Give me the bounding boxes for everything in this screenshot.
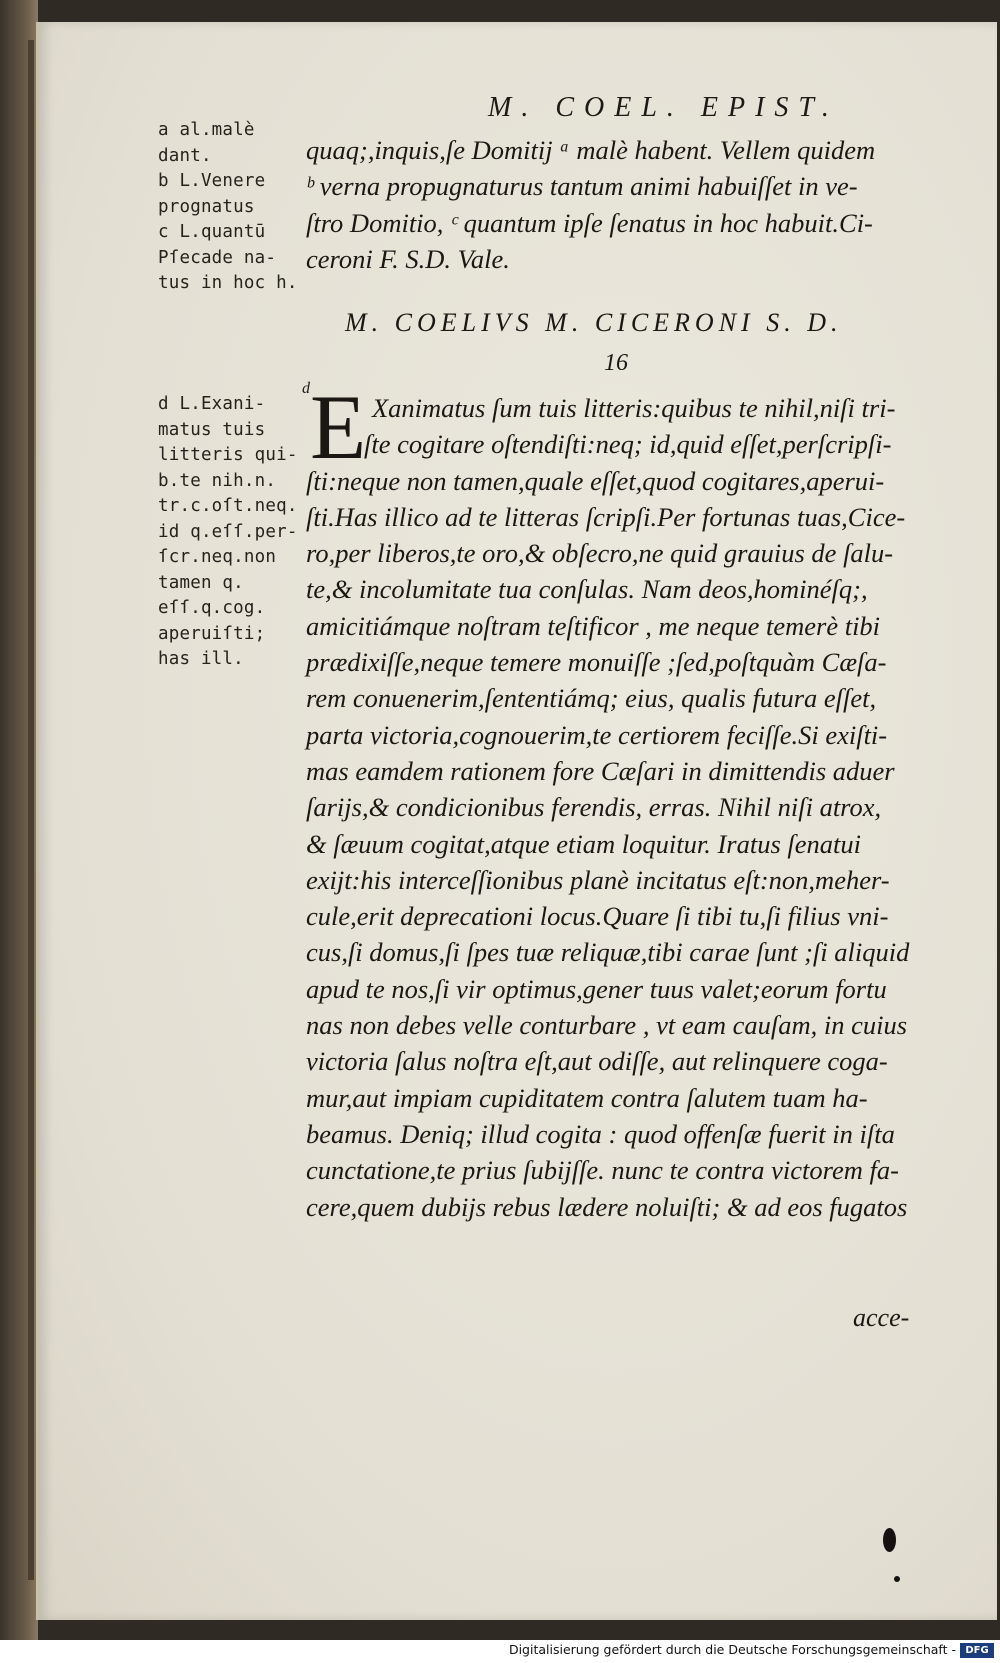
marginal-note-line: id q.eſſ.per-: [158, 521, 298, 542]
text-line: Xanimatus ſum tuis litteris:quibus te nihil,niſi tri-: [372, 393, 896, 423]
marginal-note-line: d L.Exani-: [158, 394, 266, 414]
text-line: quaq;,inquis,ſe Domitij ᵃ malè habent. Vellem quidem: [306, 135, 876, 165]
marginal-notes-bottom: [158, 392, 298, 673]
opening-text: [306, 132, 956, 277]
letter-body: [306, 390, 956, 1225]
text-line: ſte cogitare oſtendiſti:neq; id,quid eſſet,perſcripſi-: [364, 429, 892, 460]
ink-dot: [894, 1576, 900, 1582]
text-line: nas non debes velle conturbare , vt eam cauſam, in cuius: [306, 1010, 908, 1041]
text-line: & ſæuum cogitat,atque etiam loquitur. Iratus ſenatui: [306, 828, 862, 859]
letter-heading: M. COELIVS M. CICERONI S. D.: [345, 308, 843, 337]
text-line: victoria ſalus noſtra eſt,aut odiſſe, aut relinquere coga-: [306, 1046, 888, 1077]
dfg-logo: DFG: [960, 1643, 994, 1658]
marginal-note-line: b.te nih.n.: [158, 470, 277, 491]
text-line: amicitiámque noſtram teſtificor , me neque temerè tibi: [306, 610, 881, 641]
marginal-note-line: tus in hoc h.: [158, 273, 298, 293]
text-line: cunctatione,te prius ſubijſſe. nunc te contra victorem fa-: [306, 1155, 899, 1186]
text-line: te,& incolumitate tua conſulas. Nam deos,hominéſq;,: [306, 574, 868, 605]
text-line: exijt:his interceſſionibus planè incitatus eſt:non,meher-: [306, 864, 890, 895]
text-line: ceroni F. S.D. Vale.: [306, 243, 510, 274]
letter-number: 16: [604, 350, 628, 376]
text-line: apud te nos,ſi vir optimus,gener tuus valet;eorum fortu: [306, 973, 887, 1004]
footer-credit: Digitalisierung gefördert durch die Deutsche Forschungsgemeinschaft -: [508, 1642, 956, 1657]
marginal-note-line: eſſ.q.cog.: [158, 598, 266, 618]
marginal-note-line: c L.quantū: [158, 222, 266, 242]
text-line: cule,erit deprecationi locus.Quare ſi tibi tu,ſi filius vni-: [306, 901, 889, 932]
text-line: ſti:neque non tamen,quale eſſet,quod cogitares,aperui-: [306, 465, 885, 496]
text-line: parta victoria,cognouerim,te certiorem feciſſe.Si exiſti-: [306, 719, 888, 750]
text-line: cere,quem dubijs rebus lædere noluiſti; & ad eos fugatos: [306, 1191, 908, 1222]
marginal-note-line: prognatus: [158, 196, 255, 217]
marginal-note-line: dant.: [158, 145, 212, 166]
marginal-note-line: ſcr.neq.non: [158, 547, 277, 567]
text-line: ro,per liberos,te oro,& obſecro,ne quid grauius de ſalu-: [306, 538, 894, 569]
marginal-note-line: matus tuis: [158, 419, 266, 440]
marginal-note-line: Pſecade na-: [158, 247, 277, 268]
marginal-note-line: a al.malè: [158, 120, 255, 140]
marginal-note-line: aperuiſti;: [158, 623, 266, 644]
text-line: rem conuenerim,ſententiámq; eius, qualis futura eſſet,: [306, 683, 877, 714]
marginal-notes-top: [158, 118, 298, 297]
ink-blot: [883, 1528, 896, 1552]
text-line: ᵇ verna propugnaturus tantum animi habuiſſet in ve-: [306, 171, 858, 202]
marginal-note-line: b L.Venere: [158, 171, 266, 191]
marginal-note-line: has ill.: [158, 649, 244, 669]
text-line: prædixiſſe,neque temere monuiſſe ;ſed,poſtquàm Cæſa-: [306, 647, 887, 678]
footer-bar: [0, 1640, 1000, 1663]
marginal-note-line: litteris qui-: [158, 445, 298, 465]
text-line: beamus. Deniq; illud cogita : quod offenſæ fuerit in iſta: [306, 1118, 895, 1149]
text-line: mur,aut impiam cupiditatem contra ſalutem tuam ha-: [306, 1082, 868, 1113]
running-head: M. COEL. EPIST.: [488, 92, 839, 123]
text-line: ſtro Domitio, ᶜ quantum ipſe ſenatus in hoc habuit.Ci-: [306, 207, 873, 238]
marginal-note-line: tamen q.: [158, 572, 244, 593]
marginal-note-line: tr.c.oſt.neq.: [158, 496, 298, 516]
drop-cap-note: d: [302, 380, 310, 397]
text-line: ſarijs,& condicionibus ferendis, erras. Nihil niſi atrox,: [306, 792, 882, 823]
text-line: ſti.Has illico ad te litteras ſcripſi.Per fortunas tuas,Cice-: [306, 501, 906, 532]
drop-cap: E: [310, 376, 367, 478]
catchword: acce-: [853, 1303, 910, 1332]
book-spine: [28, 40, 34, 1580]
text-line: mas eamdem rationem fore Cæſari in dimittendis aduer: [306, 755, 895, 786]
text-line: cus,ſi domus,ſi ſpes tuæ reliquæ,tibi carae ſunt ;ſi aliquid: [306, 937, 910, 968]
